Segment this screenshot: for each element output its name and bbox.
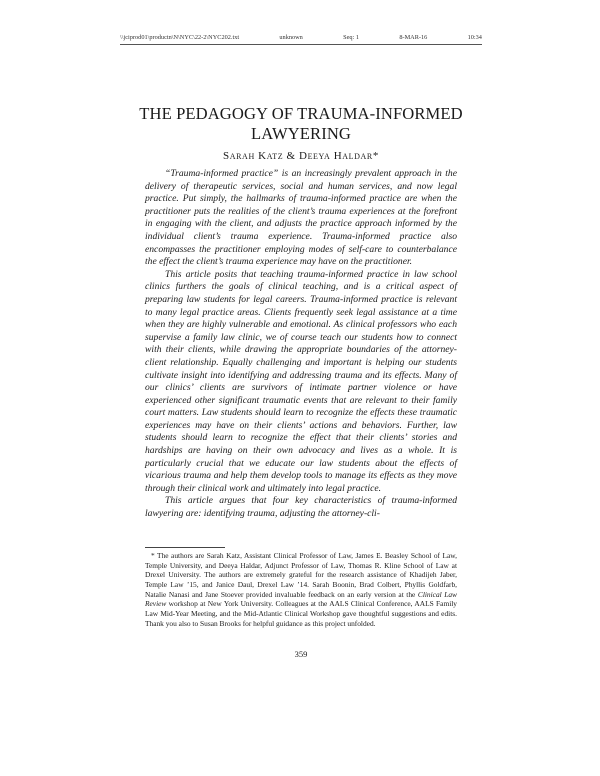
footnote-journal-name: Clinical Law Review (145, 589, 457, 609)
article-title: THE PEDAGOGY OF TRAUMA-INFORMED LAWYERING (139, 104, 463, 143)
running-header (120, 34, 482, 41)
file-status: unknown (279, 34, 303, 41)
body-paragraph-1: “Trauma-informed practice” is an increasingly prevalent approach in the delivery of therapeutic services, social and human services, and now legal practice. Put simply, the hallmarks of trauma-informed practice are when the practitioner puts the realities of the client’s trauma experiences at the forefront in engaging with the client, and adjusts the practice approach informed by the individual client’s trauma experience. Trauma-informed practice also encompasses the practitioner employing modes of self-care to counterbalance the effect the client’s trauma experience may have on the practitioner. (145, 168, 457, 268)
file-path: \\jciprod01\productn\N\NYC\22-2\NYC202.txt (120, 34, 240, 41)
body-paragraph-2: This article posits that teaching trauma-informed practice in law school clinics furthers the goals of clinical teaching, and is a critical aspect of preparing law students for legal careers. Trauma-informed practice is relevant to many legal practice areas. Clients frequently seek legal assistance at a time when they are highly vulnerable and emotional. As clinical professors who each supervise a family law clinic, we of course teach our students how to connect with their clients, while drawing the appropriate boundaries of the attorney-client relationship. Equally challenging and important is helping our students cultivate insight into identifying and addressing trauma and its effects. Many of our clinics’ clients are survivors of intimate partner violence or have experienced other significant traumatic events that are relevant to their family court matters. Law students should learn to recognize the effects these traumatic experiences may have on their clients’ actions and behaviors. Further, law students should learn to recognize the effect that their clients’ stories and hardships are having on their own advocacy and lives as a whole. It is particularly crucial that we educate our law students about the effects of vicarious trauma and help them develop tools to manage its effects as they move through their clinical work and ultimately into legal practice. (145, 268, 457, 494)
header-time: 10:34 (467, 34, 482, 41)
body-paragraph-3: This article argues that four key characteristics of trauma-informed lawyering are: identifying trauma, adjusting the attorney-cli- (145, 495, 457, 520)
footnote-rule (145, 547, 225, 548)
sequence-number: Seq: 1 (343, 34, 360, 41)
author-footnote (145, 551, 457, 628)
article-body (145, 168, 457, 521)
footnote-text-part-1: * The authors are Sarah Katz, Assistant Clinical Professor of Law, James E. Beasley School of Law, Temple University, and Deeya Haldar, Adjunct Professor of Law, Thomas R. Kline School of Law at Drexel University. The authors are extremely grateful for the research assistance of Khadijeh Jaber, Temple Law ’15, and Janice Daul, Drexel Law ’14. Sarah Boonin, Brad Colbert, Phyllis Goldfarb, Natalie Nanasi and Jane Stoever provided invaluable feedback on an early version at the (145, 551, 457, 599)
page-number: 359 (294, 649, 308, 659)
header-date: 8-MAR-16 (399, 34, 428, 41)
footnote-text-part-2: workshop at New York University. Colleagues at the AALS Clinical Conference, AALS Family Law Mid-Year Meeting, and the Mid-Atlantic Clinical Workshop gave thoughtful suggestions and edits. Thank you also to Susan Brooks for helpful guidance as this project unfolded. (145, 599, 457, 628)
header-rule (120, 44, 482, 45)
article-authors: Sarah Katz & Deeya Haldar* (223, 150, 379, 162)
